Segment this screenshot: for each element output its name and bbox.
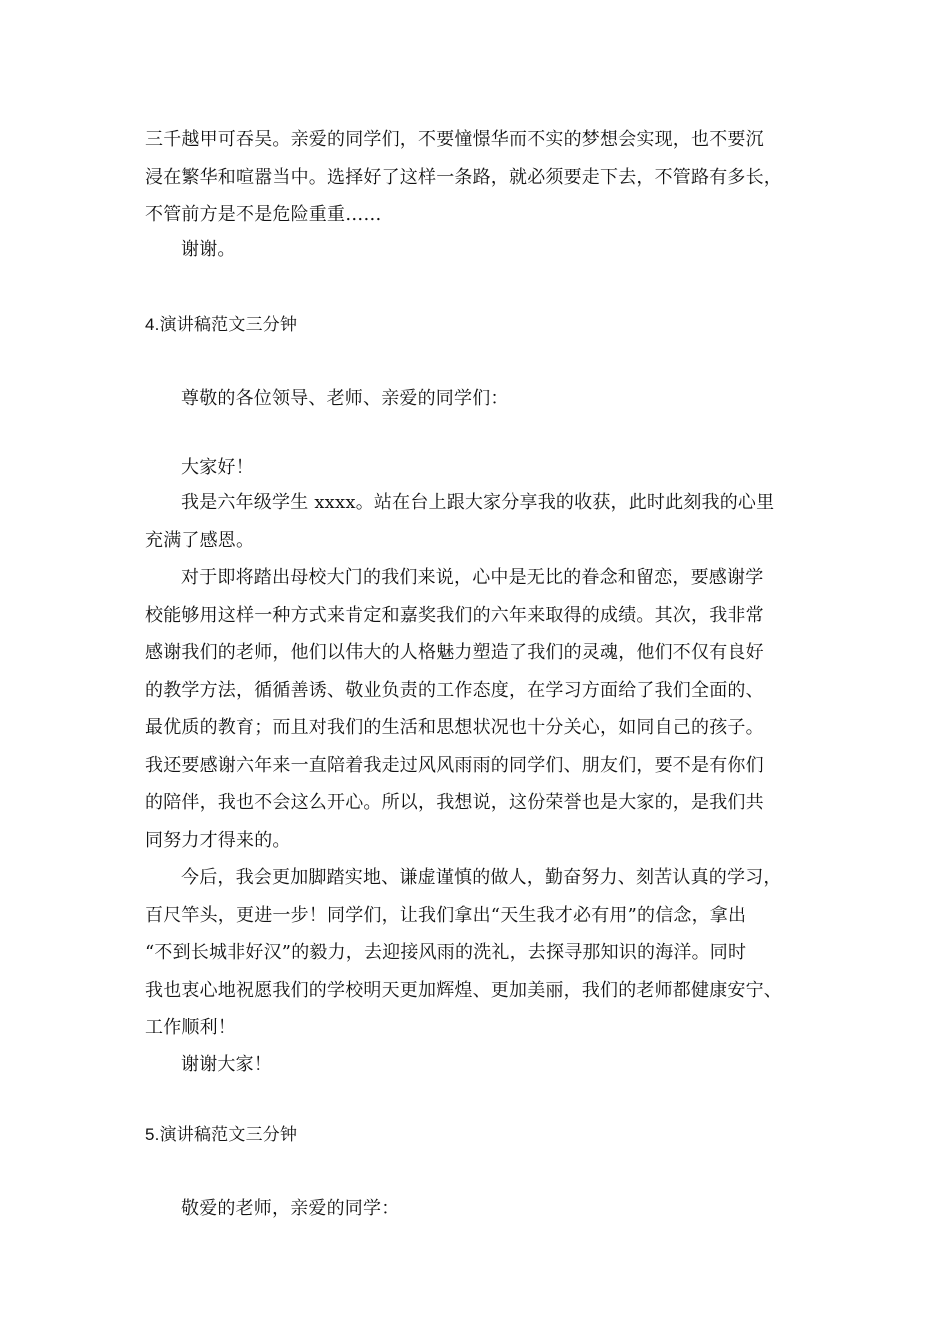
paragraph-line: 不管前方是不是危险重重…… [145,204,382,225]
paragraph-line: 对于即将踏出母校大门的我们来说，心中是无比的眷念和留恋，要感谢学 [181,567,764,588]
section-heading: 4.演讲稿范文三分钟 [145,315,298,334]
section-heading: 5.演讲稿范文三分钟 [145,1125,298,1144]
paragraph-line: 百尺竿头，更进一步！同学们，让我们拿出“天生我才必有用”的信念，拿出 [145,905,747,926]
paragraph-line: 我是六年级学生 xxxx。站在台上跟大家分享我的收获，此时此刻我的心里 [181,492,775,513]
paragraph-line: 工作顺利！ [145,1017,236,1038]
salutation: 敬爱的老师，亲爱的同学： [181,1198,400,1219]
paragraph-line: 感谢我们的老师，他们以伟大的人格魅力塑造了我们的灵魂，他们不仅有良好 [145,642,764,663]
paragraph-line: 浸在繁华和喧嚣当中。选择好了这样一条路，就必须要走下去，不管路有多长， [145,167,782,188]
paragraph-line: 我也衷心地祝愿我们的学校明天更加辉煌、更加美丽，我们的老师都健康安宁、 [145,980,782,1001]
paragraph-line: 三千越甲可吞吴。亲爱的同学们，不要憧憬华而不实的梦想会实现，也不要沉 [145,129,764,150]
paragraph-line: 的教学方法，循循善诱、敬业负责的工作态度，在学习方面给了我们全面的、 [145,680,764,701]
paragraph-line: 的陪伴，我也不会这么开心。所以，我想说，这份荣誉也是大家的，是我们共 [145,792,764,813]
paragraph-line: 充满了感恩。 [145,530,255,551]
salutation: 尊敬的各位领导、老师、亲爱的同学们： [181,388,509,409]
closing-line: 谢谢。 [181,239,236,260]
paragraph-line: 同努力才得来的。 [145,830,291,851]
closing-line: 谢谢大家！ [181,1054,272,1075]
paragraph-line: 最优质的教育；而且对我们的生活和思想状况也十分关心，如同自己的孩子。 [145,717,764,738]
paragraph-line: 今后，我会更加脚踏实地、谦虚谨慎的做人，勤奋努力、刻苦认真的学习， [181,867,782,888]
paragraph-line: 我还要感谢六年来一直陪着我走过风风雨雨的同学们、朋友们，要不是有你们 [145,755,764,776]
greeting: 大家好！ [181,457,254,478]
paragraph-line: 校能够用这样一种方式来肯定和嘉奖我们的六年来取得的成绩。其次，我非常 [145,605,764,626]
paragraph-line: “不到长城非好汉”的毅力，去迎接风雨的洗礼，去探寻那知识的海洋。同时 [145,942,747,963]
